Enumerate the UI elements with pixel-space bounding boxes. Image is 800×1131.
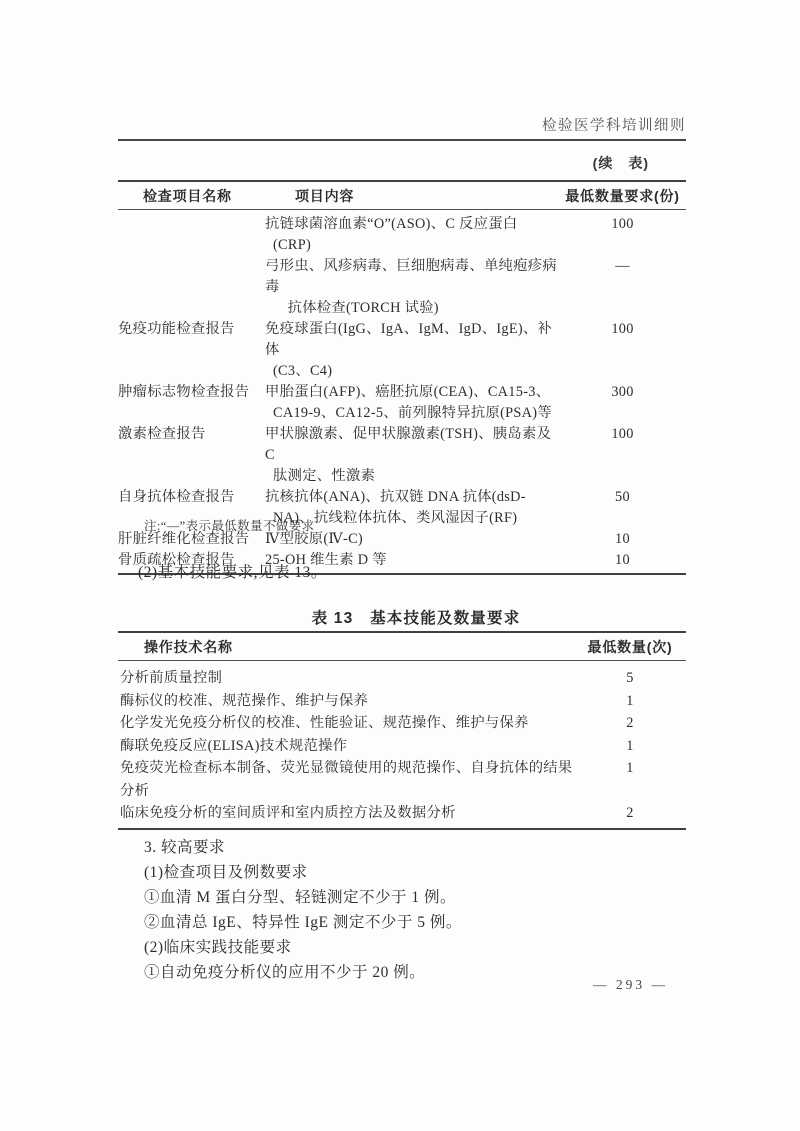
skills-table-row [118,690,686,713]
exam-table-header-content: 项目内容 [295,187,355,204]
page-number: — 293 — [593,977,668,992]
table-continued-label: (续 表) [592,155,649,171]
exam-content-line: 抗链球菌溶血素“O”(ASO)、C 反应蛋白 [265,216,518,232]
skills-table-header-quantity: 最低数量(次) [587,638,673,655]
exam-name-cell: 肝脏纤维化检查报告 [118,531,250,547]
exam-content-cell [265,382,559,424]
exam-name-cell: 自身抗体检查报告 [118,489,235,505]
exam-content-line: 抗核抗体(ANA)、抗双链 DNA 抗体(dsD- [265,489,526,505]
exam-content-line: (CRP) [273,237,312,253]
table-footnote: 注:“—”表示最低数量不做要求 [144,519,315,533]
body-text-line: (2)临床实践技能要求 [144,939,292,956]
exam-content-line: 甲状腺激素、促甲状腺激素(TSH)、胰岛素及 C [265,426,556,463]
body-text-block [144,835,462,985]
skill-name-cell: 分析前质量控制 [120,670,223,686]
skill-quantity-cell: 5 [626,670,634,686]
skills-table-row [118,735,686,758]
exam-content-line: CA19-9、CA12-5、前列腺特异抗原(PSA)等 [273,405,552,421]
exam-content-line: NA)、抗线粒体抗体、类风湿因子(RF) [273,510,518,526]
skill-name-cell: 免疫荧光检查标本制备、荧光显微镜使用的规范操作、自身抗体的结果分析 [120,760,573,799]
min-quantity-cell: 100 [611,321,634,337]
exam-content-cell [265,424,559,487]
body-text-line: 3. 较高要求 [144,839,226,856]
exam-content-cell [265,256,559,319]
skill-quantity-cell: 2 [626,805,634,821]
exam-content-line: 弓形虫、风疹病毒、巨细胞病毒、单纯疱疹病毒 [265,258,557,295]
exam-content-line: 甲胎蛋白(AFP)、癌胚抗原(CEA)、CA15-3、 [265,384,551,400]
exam-name-cell: 免疫功能检查报告 [118,321,235,337]
skill-quantity-cell: 1 [626,692,634,709]
exam-content-line: Ⅳ型胶原(Ⅳ-C) [265,531,363,547]
exam-name-cell: 肿瘤标志物检查报告 [118,384,250,400]
exam-table-row [118,319,686,382]
skills-table-body [118,661,686,830]
min-quantity-cell: 50 [615,489,630,505]
skills-table-row [118,802,686,825]
exam-content-cell [265,214,559,256]
exam-table-header-name: 检查项目名称 [143,187,232,204]
exam-content-line: 免疫球蛋白(IgG、IgA、IgM、IgD、IgE)、补体 [265,321,553,358]
exam-name-cell: 骨质疏松检查报告 [118,552,235,568]
exam-content-line: 抗体检查(TORCH 试验) [273,300,439,316]
skill-quantity-cell: 1 [626,737,634,754]
exam-content-line: (C3、C4) [273,363,333,379]
body-text-line: ①自动免疫分析仪的应用不少于 20 例。 [144,964,426,981]
header-rule [118,139,686,141]
skills-table-row [118,667,686,690]
min-quantity-cell: 10 [615,552,630,568]
min-quantity-cell: 100 [611,426,634,442]
exam-content-cell [265,319,559,382]
table13-title: 表 13 基本技能及数量要求 [311,610,521,627]
paragraph-basic-skills: (2)基本技能要求,见表 13。 [138,564,327,581]
skill-name-cell: 临床免疫分析的室间质评和室内质控方法及数据分析 [120,805,456,821]
skills-table-row [118,712,686,735]
skills-table-header-row [118,631,686,661]
skills-table [118,631,686,830]
skill-quantity-cell: 2 [626,715,634,731]
exam-table-row [118,214,686,256]
exam-table-row [118,382,686,424]
exam-table-header-row [118,180,686,210]
min-quantity-cell: 300 [611,384,634,400]
exam-content-line: 25-OH 维生素 D 等 [265,552,387,568]
min-quantity-cell: 10 [615,531,630,547]
skill-name-cell: 酶标仪的校准、规范操作、维护与保养 [120,692,369,709]
body-text-line: (1)检查项目及例数要求 [144,864,308,881]
running-header: 检验医学科培训细则 [542,118,686,134]
skills-table-row [118,757,686,802]
skill-quantity-cell: 1 [626,760,634,776]
exam-table-header-quantity: 最低数量要求(份) [565,187,680,204]
skill-name-cell: 酶联免疫反应(ELISA)技术规范操作 [120,737,348,754]
exam-table-row [118,256,686,319]
skill-name-cell: 化学发光免疫分析仪的校准、性能验证、规范操作、维护与保养 [120,715,529,731]
min-quantity-cell: — [615,258,630,274]
body-text-line: ①血清 M 蛋白分型、轻链测定不少于 1 例。 [144,889,457,906]
skills-table-header-name: 操作技术名称 [144,638,233,655]
exam-content-line: 肽测定、性激素 [273,468,376,484]
exam-name-cell: 激素检查报告 [118,426,206,442]
body-text-line: ②血清总 IgE、特异性 IgE 测定不少于 5 例。 [144,914,462,931]
min-quantity-cell: 100 [611,216,634,232]
exam-table-row [118,424,686,487]
